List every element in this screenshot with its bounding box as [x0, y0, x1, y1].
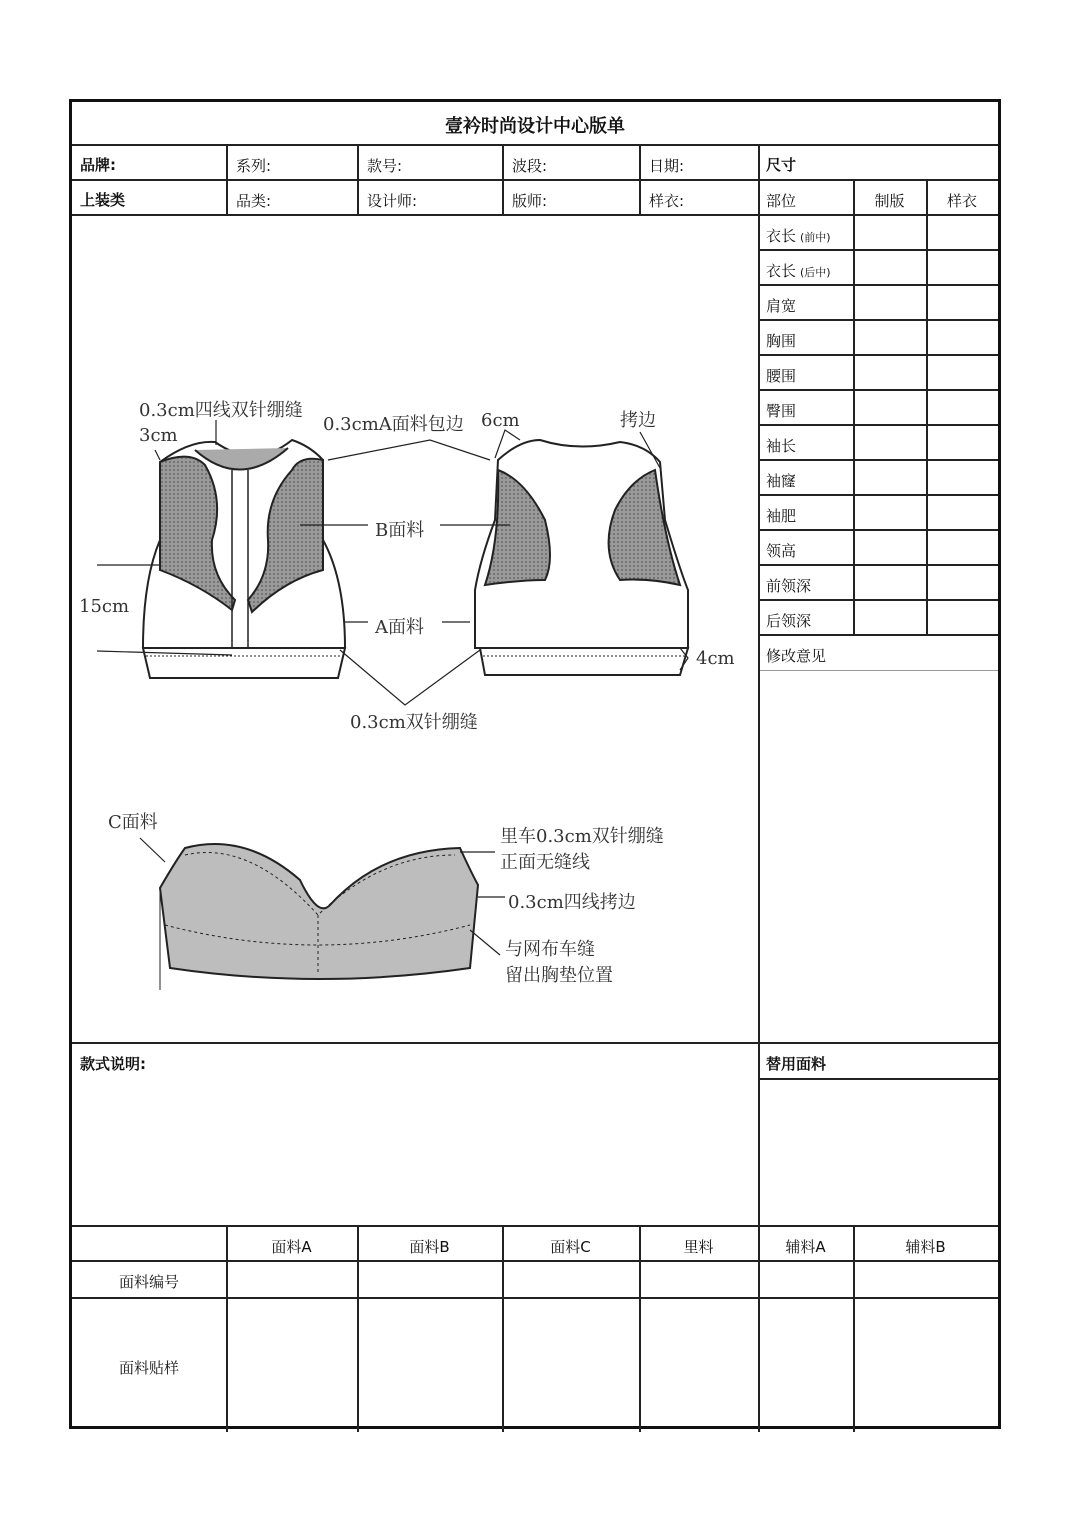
fabric-row-swatch: 面料贴样	[118, 1359, 179, 1377]
measurement-name: 袖长	[766, 437, 797, 455]
measurement-name: 臀围	[766, 402, 797, 420]
cup-body	[160, 844, 478, 979]
anno-hem-stitch: 0.3cm双针绷缝	[350, 712, 478, 733]
alt-fabric-label: 替用面料	[766, 1055, 827, 1073]
anno-binding: 0.3cmA面料包边	[323, 414, 464, 435]
measurement-note: (前中)	[800, 231, 831, 244]
measurement-name: 领高	[766, 542, 797, 560]
anno-mesh-2: 留出胸垫位置	[505, 965, 613, 986]
measurement-name: 袖窿	[766, 472, 797, 490]
anno-6cm: 6cm	[481, 410, 520, 431]
measurement-name: 衣长	[766, 227, 797, 245]
designer-label: 设计师:	[367, 192, 418, 210]
category-type: 上装类	[80, 191, 126, 209]
wave-label: 波段:	[512, 157, 548, 175]
measurement-name: 肩宽	[766, 297, 797, 315]
anno-overlock: 拷边	[620, 410, 656, 431]
fabric-col-c: 面料C	[550, 1238, 591, 1256]
fabric-col-a: 面料A	[271, 1238, 312, 1256]
anno-lining-2: 正面无缝线	[500, 852, 590, 873]
anno-fabric-c: C面料	[108, 812, 158, 833]
revision-label: 修改意见	[766, 647, 827, 665]
fabric-col-aux-b: 辅料B	[905, 1238, 946, 1256]
measurement-name: 袖肥	[766, 507, 797, 525]
style-no-label: 款号:	[367, 157, 403, 175]
anno-fabric-a: A面料	[375, 617, 424, 638]
anno-15cm: 15cm	[79, 596, 130, 617]
measurement-name: 衣长	[766, 262, 797, 280]
fabric-col-lining: 里料	[683, 1238, 714, 1256]
anno-lining-1: 里车0.3cm双针绷缝	[500, 826, 664, 847]
anno-mesh-1: 与网布车缝	[505, 939, 595, 960]
brand-label: 品牌:	[80, 156, 116, 174]
size-col-pattern: 制版	[874, 192, 905, 210]
category-label: 品类:	[236, 192, 272, 210]
measurement-name: 腰围	[766, 367, 797, 385]
fabric-col-b: 面料B	[409, 1238, 450, 1256]
style-desc-label: 款式说明:	[80, 1055, 146, 1073]
size-col-part: 部位	[766, 192, 797, 210]
series-label: 系列:	[236, 157, 272, 175]
pattern-maker-label: 版师:	[512, 192, 548, 210]
anno-4cm: 4cm	[696, 648, 735, 669]
anno-front-stitch: 0.3cm四线双针绷缝	[139, 400, 303, 421]
measurement-name: 前领深	[766, 577, 812, 595]
anno-3cm: 3cm	[139, 425, 178, 446]
back-hem	[480, 648, 688, 675]
measurement-name: 后领深	[766, 612, 812, 630]
sheet-title: 壹衿时尚设计中心版单	[445, 116, 625, 137]
anno-fabric-b: B面料	[375, 520, 425, 541]
fabric-col-aux-a: 辅料A	[785, 1238, 826, 1256]
date-label: 日期:	[649, 157, 685, 175]
size-col-sample: 样衣	[946, 192, 977, 210]
anno-four-thread: 0.3cm四线拷边	[508, 892, 636, 913]
fabric-row-code: 面料编号	[118, 1273, 179, 1291]
sample-label: 样衣:	[649, 192, 685, 210]
measurement-name: 胸围	[766, 332, 797, 350]
size-title: 尺寸	[766, 156, 797, 174]
measurement-note: (后中)	[800, 266, 831, 279]
front-hem	[143, 648, 345, 678]
